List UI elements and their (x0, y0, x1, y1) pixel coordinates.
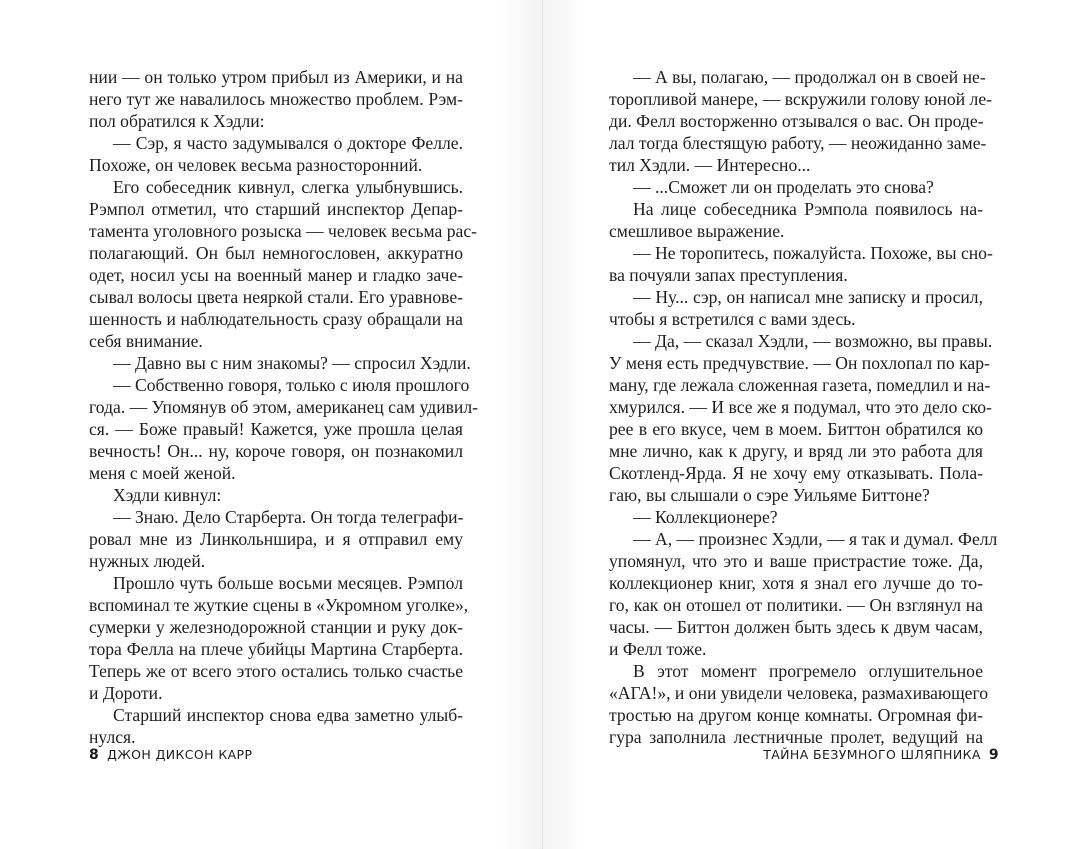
text-line: и Фелл тоже. (609, 639, 707, 659)
text-line: тамента уголовного розыска — человек весьма рас- (89, 221, 478, 241)
text-line: — А, — произнес Хэдли, — я так и думал. Фелл (633, 529, 998, 549)
text-line: полагающий. Он был немногословен, аккуратно (89, 243, 463, 263)
text-line: Прошло чуть больше восьми месяцев. Рэмпол (113, 573, 463, 593)
text-line: часы. — Биттон должен быть здесь к двум часам, (609, 617, 983, 637)
text-line: нии — он только утром прибыл из Америки, и на (89, 67, 463, 87)
text-line: — Да, — сказал Хэдли, — возможно, вы правы. (633, 331, 993, 351)
text-line: ди. Фелл восторженно отзывался о вас. Он проде- (609, 111, 984, 131)
right-running-head: ТАЙНА БЕЗУМНОГО ШЛЯПНИКА (763, 747, 981, 762)
text-line: В этот момент прогремело оглушительное (633, 661, 983, 681)
right-page-footer (763, 747, 999, 763)
text-line: ва почуяли запах преступления. (609, 265, 848, 285)
text-line: — Не торопитесь, пожалуйста. Похоже, вы сно- (633, 243, 993, 263)
text-line: пол обратился к Хэдли: (89, 111, 265, 131)
text-line: тора Фелла на плече убийцы Мартина Старберта. (89, 639, 463, 659)
text-line: хмурился. — И все же я подумал, что это дело ско- (609, 397, 992, 417)
text-line: Хэдли кивнул: (113, 485, 222, 505)
text-line: рее в его вкусе, чем в моем. Биттон обратился ко (609, 419, 983, 439)
text-line: У меня есть предчувствие. — Он похлопал по кар- (609, 353, 990, 373)
left-page-number: 8 (89, 747, 100, 763)
text-line: — Сэр, я часто задумывался о докторе Фелле. (113, 133, 463, 153)
text-line: — Знаю. Дело Старберта. Он тогда телеграфи- (113, 507, 464, 527)
text-line: вечность! Он... ну, короче говоря, он познакомил (89, 441, 463, 461)
text-line: — Давно вы с ним знакомы? — спросил Хэдли. (113, 353, 471, 373)
text-line: «АГА!», и они увидели человека, размахивающего (609, 683, 989, 703)
text-line: мне лично, как к другу, и вряд ли это работа для (609, 441, 983, 461)
text-line: Похоже, он человек весьма разносторонний. (89, 155, 423, 175)
text-line: вспоминал те жуткие сцены в «Укромном уголке», (89, 595, 469, 615)
text-line: — ...Сможет ли он проделать это снова? (633, 177, 934, 197)
text-line: гура заполнила лестничные пролет, ведущий на (609, 727, 983, 747)
text-line: чтобы я встретился с вами здесь. (609, 309, 856, 329)
text-line: — Собственно говоря, только с июля прошлого (113, 375, 470, 395)
text-line: меня с моей женой. (89, 463, 236, 483)
text-line: Скотленд-Ярда. Я не хочу ему отказывать. Пола- (609, 463, 983, 483)
text-line: гаю, вы слышали о сэре Уильяме Биттоне? (609, 485, 930, 505)
text-line: нужных людей. (89, 551, 206, 571)
text-line: Рэмпол отметил, что старший инспектор Депар- (89, 199, 463, 219)
text-line: На лице собеседника Рэмпола появилось на- (633, 199, 983, 219)
right-page-text (609, 66, 998, 748)
text-line: тил Хэдли. — Интересно... (609, 155, 811, 175)
text-line: Его собеседник кивнул, слегка улыбнувшись. (113, 177, 463, 197)
right-page (543, 0, 1086, 849)
text-line: смешливое выражение. (609, 221, 785, 241)
left-page-footer (89, 747, 252, 763)
text-line: и Дороти. (89, 683, 163, 703)
text-line: ману, где лежала сложенная газета, помедлил и на- (609, 375, 991, 395)
text-line: ровал мне из Линкольншира, и я отправил ему (89, 529, 463, 549)
text-line: лал тогда блестящую работу, — неожиданно заме- (609, 133, 987, 153)
text-line: — Ну... сэр, он написал мне записку и просил, (633, 287, 983, 307)
text-line: коллекционер книг, хотя я знал его лучше до то- (609, 573, 983, 593)
left-running-head: ДЖОН ДИКСОН КАРР (107, 747, 253, 762)
text-line: торопливой манере, — вскружили голову юной ле- (609, 89, 992, 109)
text-line: нулся. (89, 727, 136, 747)
text-line: упомянул, что это и ваше пристрастие тоже. Да, (609, 551, 983, 571)
left-page-text (89, 66, 478, 748)
text-line: сывал волосы цвета неяркой стали. Его уравнове- (89, 287, 463, 307)
text-line: Теперь же от всего этого остались только счастье (89, 661, 463, 681)
right-page-number: 9 (988, 747, 999, 763)
text-line: го, как он отошел от политики. — Он взглянул на (609, 595, 983, 615)
text-line: шенность и наблюдательность сразу обращали на (89, 309, 463, 329)
text-line: него тут же навалилось множество проблем. Рэм- (89, 89, 463, 109)
text-line: одет, носил усы на военный манер и гладко заче- (89, 265, 463, 285)
text-line: ся. — Боже правый! Кажется, уже прошла целая (89, 419, 463, 439)
text-line: — А вы, полагаю, — продолжал он в своей не- (633, 67, 986, 87)
text-line: Старший инспектор снова едва заметно улыб- (113, 705, 463, 725)
text-line: года. — Упомянув об этом, американец сам удивил- (89, 397, 478, 417)
text-line: сумерки у железнодорожной станции и руку док- (89, 617, 463, 637)
text-line: тростью на другом конце комнаты. Огромная фи- (609, 705, 983, 725)
text-line: — Коллекционере? (633, 507, 778, 527)
text-line: себя внимание. (89, 331, 203, 351)
